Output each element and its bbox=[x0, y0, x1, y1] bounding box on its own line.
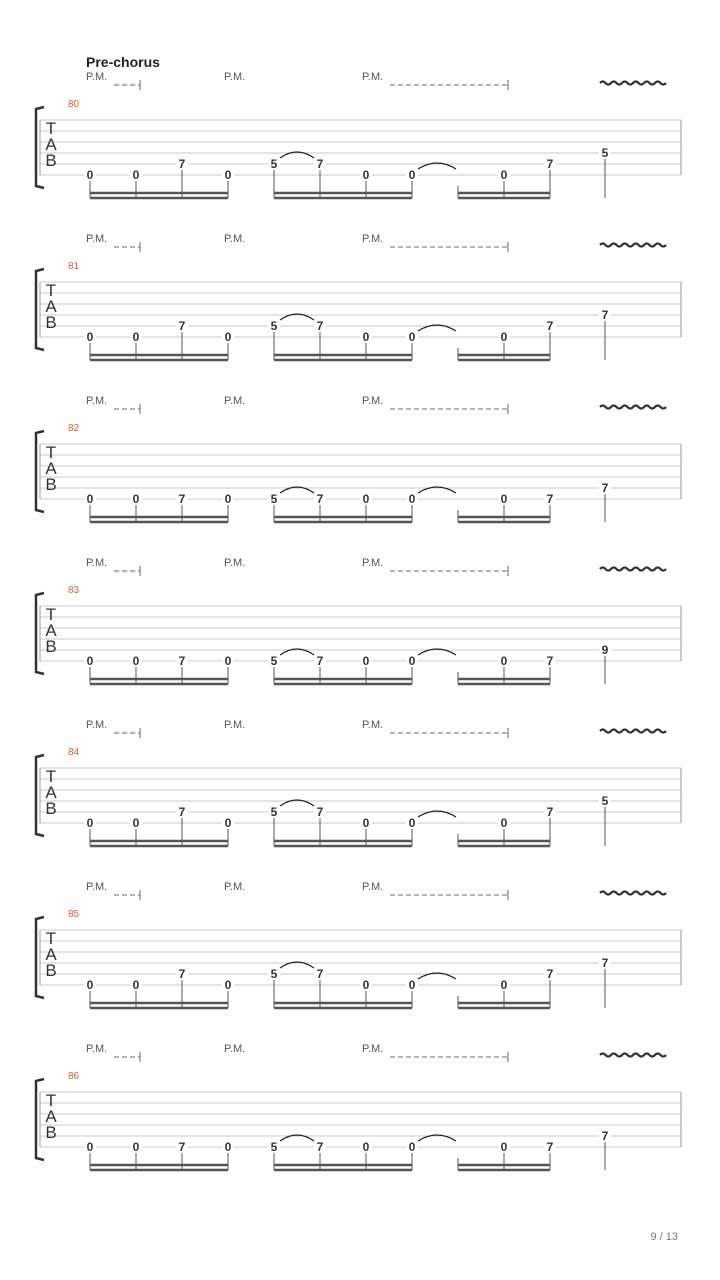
fret-number: 0 bbox=[362, 330, 370, 344]
palm-mute-label: P.M. bbox=[224, 881, 246, 893]
fret-number: 0 bbox=[86, 330, 94, 344]
fret-number: 0 bbox=[362, 492, 370, 506]
fret-number: 9 bbox=[601, 643, 609, 657]
fret-number: 7 bbox=[178, 492, 186, 506]
fret-number: 5 bbox=[270, 319, 278, 333]
vibrato-icon bbox=[600, 82, 666, 85]
measure-number: 81 bbox=[68, 261, 80, 272]
tab-clef-letter: T bbox=[45, 281, 57, 300]
fret-number: 0 bbox=[362, 168, 370, 182]
palm-mute-label: P.M. bbox=[86, 881, 108, 893]
vibrato-icon bbox=[600, 406, 666, 409]
fret-number: 7 bbox=[316, 1140, 324, 1154]
fret-number: 7 bbox=[601, 956, 609, 970]
fret-number: 5 bbox=[270, 157, 278, 171]
vibrato-icon bbox=[600, 244, 666, 247]
palm-mute-label: P.M. bbox=[86, 557, 108, 569]
measure-number: 86 bbox=[68, 1071, 80, 1082]
fret-number: 7 bbox=[546, 1140, 554, 1154]
fret-number: 0 bbox=[408, 330, 416, 344]
fret-number: 0 bbox=[362, 1140, 370, 1154]
tab-clef-letter: A bbox=[45, 621, 57, 640]
fret-number: 7 bbox=[316, 492, 324, 506]
fret-number: 7 bbox=[178, 805, 186, 819]
tab-clef-letter: A bbox=[45, 135, 57, 154]
tab-clef-letter: T bbox=[45, 929, 57, 948]
palm-mute-label: P.M. bbox=[224, 557, 246, 569]
fret-number: 0 bbox=[500, 816, 508, 830]
fret-number: 0 bbox=[224, 1140, 232, 1154]
palm-mute-label: P.M. bbox=[362, 395, 384, 407]
tab-system bbox=[36, 557, 681, 684]
measure-number: 85 bbox=[68, 909, 80, 920]
palm-mute-label: P.M. bbox=[362, 71, 384, 83]
fret-number: 7 bbox=[316, 319, 324, 333]
tab-clef-letter: B bbox=[45, 1123, 57, 1142]
fret-number: 7 bbox=[178, 157, 186, 171]
tab-system bbox=[36, 233, 681, 360]
tab-clef-letter: A bbox=[45, 1107, 57, 1126]
fret-number: 0 bbox=[132, 492, 140, 506]
palm-mute-label: P.M. bbox=[224, 395, 246, 407]
palm-mute-label: P.M. bbox=[362, 881, 384, 893]
measure-number: 82 bbox=[68, 423, 80, 434]
fret-number: 0 bbox=[86, 978, 94, 992]
tab-clef-letter: A bbox=[45, 783, 57, 802]
fret-number: 0 bbox=[500, 330, 508, 344]
fret-number: 0 bbox=[408, 816, 416, 830]
fret-number: 0 bbox=[86, 168, 94, 182]
fret-number: 5 bbox=[270, 1140, 278, 1154]
tab-clef-letter: T bbox=[45, 119, 57, 138]
tab-clef-letter: B bbox=[45, 151, 57, 170]
fret-number: 0 bbox=[500, 492, 508, 506]
fret-number: 0 bbox=[224, 816, 232, 830]
fret-number: 0 bbox=[408, 654, 416, 668]
tab-clef-letter: B bbox=[45, 799, 57, 818]
fret-number: 7 bbox=[546, 967, 554, 981]
tab-clef-letter: A bbox=[45, 459, 57, 478]
fret-number: 0 bbox=[500, 654, 508, 668]
fret-number: 0 bbox=[132, 330, 140, 344]
fret-number: 5 bbox=[601, 146, 609, 160]
fret-number: 7 bbox=[178, 1140, 186, 1154]
fret-number: 7 bbox=[178, 967, 186, 981]
fret-number: 7 bbox=[546, 319, 554, 333]
fret-number: 0 bbox=[224, 978, 232, 992]
fret-number: 0 bbox=[224, 492, 232, 506]
fret-number: 0 bbox=[408, 1140, 416, 1154]
tab-system bbox=[36, 719, 681, 846]
fret-number: 7 bbox=[546, 157, 554, 171]
fret-number: 0 bbox=[86, 492, 94, 506]
fret-number: 0 bbox=[362, 816, 370, 830]
fret-number: 0 bbox=[362, 654, 370, 668]
vibrato-icon bbox=[600, 892, 666, 895]
tab-clef-letter: B bbox=[45, 313, 57, 332]
fret-number: 0 bbox=[500, 978, 508, 992]
measure-number: 84 bbox=[68, 747, 80, 758]
palm-mute-label: P.M. bbox=[86, 71, 108, 83]
palm-mute-label: P.M. bbox=[224, 1043, 246, 1055]
fret-number: 7 bbox=[316, 654, 324, 668]
fret-number: 0 bbox=[224, 654, 232, 668]
tab-clef-letter: B bbox=[45, 475, 57, 494]
fret-number: 7 bbox=[601, 308, 609, 322]
fret-number: 0 bbox=[86, 1140, 94, 1154]
vibrato-icon bbox=[600, 1054, 666, 1057]
fret-number: 7 bbox=[178, 319, 186, 333]
fret-number: 0 bbox=[86, 654, 94, 668]
fret-number: 5 bbox=[270, 805, 278, 819]
tab-system bbox=[36, 395, 681, 522]
palm-mute-label: P.M. bbox=[224, 233, 246, 245]
palm-mute-label: P.M. bbox=[86, 395, 108, 407]
fret-number: 0 bbox=[132, 1140, 140, 1154]
palm-mute-label: P.M. bbox=[362, 233, 384, 245]
tab-clef-letter: B bbox=[45, 637, 57, 656]
fret-number: 0 bbox=[408, 978, 416, 992]
palm-mute-label: P.M. bbox=[362, 1043, 384, 1055]
palm-mute-label: P.M. bbox=[86, 1043, 108, 1055]
palm-mute-label: P.M. bbox=[224, 719, 246, 731]
fret-number: 5 bbox=[270, 967, 278, 981]
fret-number: 0 bbox=[500, 168, 508, 182]
tab-clef-letter: A bbox=[45, 297, 57, 316]
fret-number: 7 bbox=[601, 1129, 609, 1143]
fret-number: 0 bbox=[224, 330, 232, 344]
tab-clef-letter: T bbox=[45, 443, 57, 462]
tab-system bbox=[36, 71, 681, 198]
measure-number: 83 bbox=[68, 585, 80, 596]
fret-number: 0 bbox=[224, 168, 232, 182]
fret-number: 0 bbox=[86, 816, 94, 830]
tab-clef-letter: A bbox=[45, 945, 57, 964]
fret-number: 0 bbox=[132, 978, 140, 992]
fret-number: 7 bbox=[601, 481, 609, 495]
fret-number: 0 bbox=[132, 816, 140, 830]
fret-number: 7 bbox=[546, 654, 554, 668]
measure-number: 80 bbox=[68, 99, 80, 110]
fret-number: 0 bbox=[408, 168, 416, 182]
palm-mute-label: P.M. bbox=[86, 233, 108, 245]
palm-mute-label: P.M. bbox=[86, 719, 108, 731]
fret-number: 0 bbox=[408, 492, 416, 506]
fret-number: 0 bbox=[132, 168, 140, 182]
fret-number: 5 bbox=[270, 492, 278, 506]
tab-system bbox=[36, 881, 681, 1008]
fret-number: 0 bbox=[362, 978, 370, 992]
fret-number: 5 bbox=[601, 794, 609, 808]
fret-number: 7 bbox=[316, 967, 324, 981]
tab-clef-letter: B bbox=[45, 961, 57, 980]
tab-clef-letter: T bbox=[45, 605, 57, 624]
palm-mute-label: P.M. bbox=[362, 719, 384, 731]
vibrato-icon bbox=[600, 568, 666, 571]
tab-clef-letter: T bbox=[45, 767, 57, 786]
fret-number: 0 bbox=[132, 654, 140, 668]
fret-number: 7 bbox=[316, 805, 324, 819]
fret-number: 5 bbox=[270, 654, 278, 668]
fret-number: 0 bbox=[500, 1140, 508, 1154]
palm-mute-label: P.M. bbox=[224, 71, 246, 83]
section-title: Pre-chorus bbox=[86, 54, 160, 70]
vibrato-icon bbox=[600, 730, 666, 733]
tab-clef-letter: T bbox=[45, 1091, 57, 1110]
fret-number: 7 bbox=[316, 157, 324, 171]
palm-mute-label: P.M. bbox=[362, 557, 384, 569]
tab-system bbox=[36, 1043, 681, 1170]
fret-number: 7 bbox=[546, 805, 554, 819]
fret-number: 7 bbox=[178, 654, 186, 668]
page-number: 9 / 13 bbox=[650, 1231, 678, 1243]
fret-number: 7 bbox=[546, 492, 554, 506]
